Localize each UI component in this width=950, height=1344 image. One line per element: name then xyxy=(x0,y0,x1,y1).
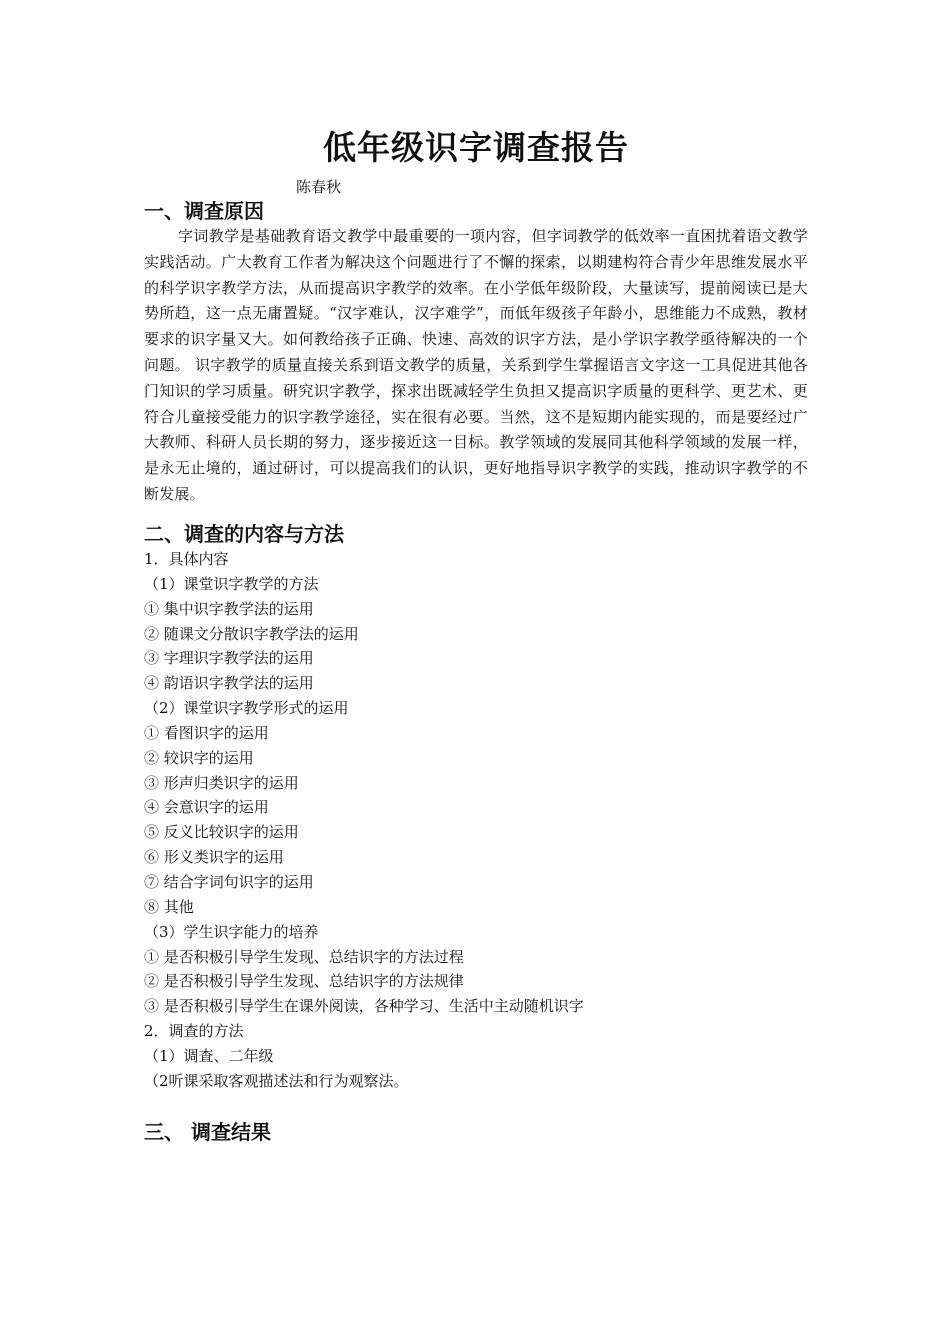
list-item: ③ 是否积极引导学生在课外阅读，各种学习、生活中主动随机识字 xyxy=(144,997,584,1016)
list-item: ④ 会意识字的运用 xyxy=(144,798,269,817)
list-item: ⑥ 形义类识字的运用 xyxy=(144,848,284,867)
list-item: ③ 形声归类识字的运用 xyxy=(144,773,299,792)
list-item: 2．调查的方法 xyxy=(144,1022,244,1041)
author-name: 陈春秋 xyxy=(296,178,342,196)
list-item: 1．具体内容 xyxy=(144,550,229,568)
list-item: ⑦ 结合字词句识字的运用 xyxy=(144,872,314,891)
section-paragraph-reasons: 字词教学是基础教育语文教学中最重要的一项内容，但字词教学的低效率一直困扰着语文教学实践活动。广大教育工作者为解决这个问题进行了不懈的探索，以期建构符合青少年思维发展水平的科学识字教学方法，从而提高识字教学的效率。在小学低年级阶段，大量读写，提前阅读已是大势所趋，这一点无庸置疑。“汉字难认，汉字难学”，而低年级孩子年龄小，思维能力不成熟，教材要求的识字量又大。如何教给孩子正确、快速、高效的识字方法，是小学识字教学亟待解决的一个问题。 识字教学的质量直接关系到语文教学的质量，关系到学生掌握语言文字这一工具促进其他各门知识的学习质量。研究识字教学，探求出既减轻学生负担又提高识字质量的更科学、更艺术、更符合儿童接受能力的识字教学途径，实在很有必要。当然，这不是短期内能实现的，而是要经过广大教师、科研人员长期的努力，逐步接近这一目标。教学领域的发展同其他科学领域的发展一样，是永无止境的，通过研讨，可以提高我们的认识，更好地指导识字教学的实践，推动识字教学的不断发展。 xyxy=(144,227,808,503)
section-heading-content-methods: 二、调查的内容与方法 xyxy=(144,522,344,546)
list-item: ① 集中识字教学法的运用 xyxy=(144,599,314,618)
list-item: ① 是否积极引导学生发现、总结识字的方法过程 xyxy=(144,947,464,966)
list-item: ④ 韵语识字教学法的运用 xyxy=(144,674,314,693)
section-heading-reasons: 一、调查原因 xyxy=(144,199,264,223)
list-item: ② 是否积极引导学生发现、总结识字的方法规律 xyxy=(144,972,464,991)
list-item: （3）学生识字能力的培养 xyxy=(144,922,319,941)
list-item: ③ 字理识字教学法的运用 xyxy=(144,649,314,668)
list-item: （2听课采取客观描述法和行为观察法。 xyxy=(144,1071,409,1090)
list-item: ② 随课文分散识字教学法的运用 xyxy=(144,624,359,643)
list-item: ① 看图识字的运用 xyxy=(144,723,269,742)
list-item: （2）课堂识字教学形式的运用 xyxy=(144,699,349,718)
list-item: （1）调查、二年级 xyxy=(144,1046,274,1065)
list-item: ⑧ 其他 xyxy=(144,897,194,916)
section-heading-results: 三、 调查结果 xyxy=(144,1120,271,1144)
content-methods-list xyxy=(144,547,808,1094)
document-title: 低年级识字调查报告 xyxy=(323,128,629,167)
list-item: （1）课堂识字教学的方法 xyxy=(144,574,319,593)
list-item: ② 较识字的运用 xyxy=(144,748,254,767)
list-item: ⑤ 反义比较识字的运用 xyxy=(144,823,299,842)
